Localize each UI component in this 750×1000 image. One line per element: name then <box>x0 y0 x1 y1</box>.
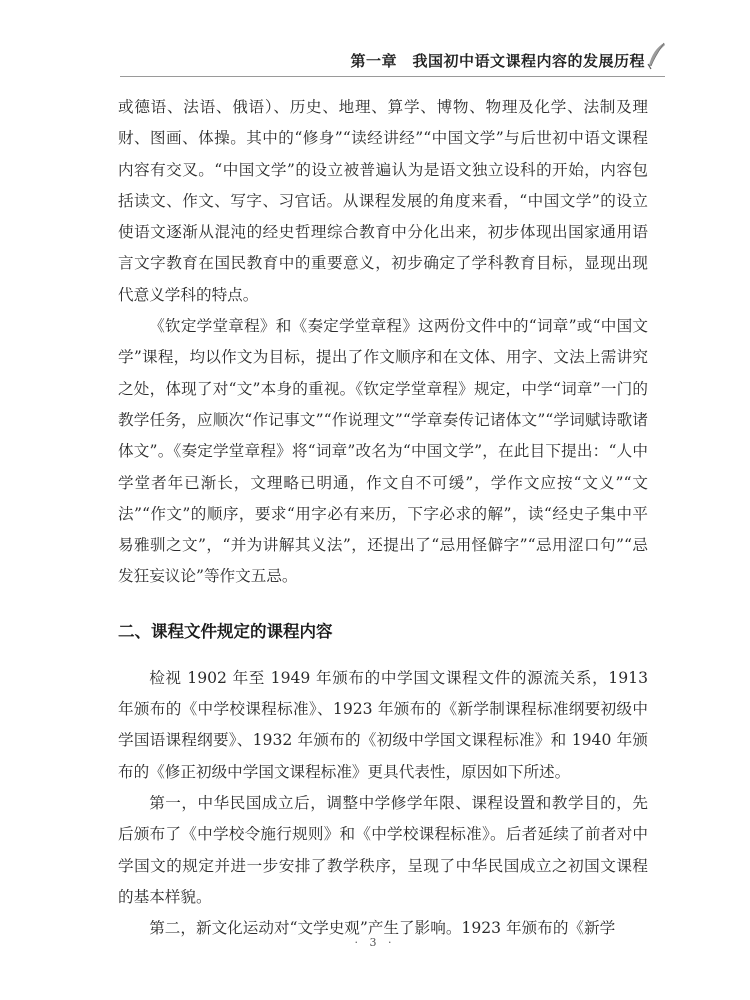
page-number: · 3 · <box>354 936 396 949</box>
paragraph: 第二，新文化运动对“文学史观”产生了影响。1923 年颁布的《新学 <box>149 919 616 938</box>
chapter-title: 第一章 我国初中语文课程内容的发展历程 <box>350 52 645 70</box>
paragraph: 第一，中华民国成立后，调整中学修学年限、课程设置和教学目的，先后颁布了《中学校令施行规则》和《中学校课程标准》。后者延续了前者对中学国文的规定并进一步安排了教学秩序，呈现了中华民国成立之初国文课程的基本样貌。 <box>118 793 648 906</box>
running-header <box>120 48 665 77</box>
paragraph: 检视 1902 年至 1949 年颁布的中学国文课程文件的源流关系，1913 年颁布的《中学校课程标准》、1923 年颁布的《新学制课程标准纲要初级中学国语课程纲要》、1932 年颁布的《初级中学国文课程标准》和 1940 年颁布的《修正初级中学国文课程标准》更具代表性，原因如下所述。 <box>118 668 648 781</box>
page-body <box>118 92 648 944</box>
paragraph-continued: 或德语、法语、俄语）、历史、地理、算学、博物、物理及化学、法制及理财、图画、体操。其中的“修身”“读经讲经”“中国文学”与后世初中语文课程内容有交叉。“中国文学”的设立被普遍认为是语文独立设科的开始，内容包括读文、作文、写字、习官话。从课程发展的角度来看，“中国文学”的设立使语文逐渐从混沌的经史哲理综合教育中分化出来，初步体现出国家通用语言文字教育在国民教育中的重要意义，初步确定了学科教育目标，显现出现代意义学科的特点。 <box>118 98 648 304</box>
paragraph: 《钦定学堂章程》和《奏定学堂章程》这两份文件中的“词章”或“中国文学”课程，均以作文为目标，提出了作文顺序和在文体、用字、文法上需讲究之处，体现了对“文”本身的重视。《钦定学堂章程》规定，中学“词章”一门的教学任务，应顺次“作记事文”“作说理文”“学章奏传记诸体文”“学词赋诗歌诸体文”。《奏定学堂章程》将“词章”改名为“中国文学”，在此目下提出：“人中学堂者年已渐长，文理略已明通，作文自不可缓”，学作文应按“文义”“文法”“作文”的顺序，要求“用字必有来历，下字必求的解”，读“经史子集中平易雅驯之文”，“并为讲解其义法”，还提出了“忌用怪僻字”“忌用涩口句”“忌发狂妄议论”等作文五忌。 <box>118 317 648 586</box>
quill-pen-icon <box>645 42 667 70</box>
section-heading: 二、课程文件规定的课程内容 <box>118 621 333 641</box>
